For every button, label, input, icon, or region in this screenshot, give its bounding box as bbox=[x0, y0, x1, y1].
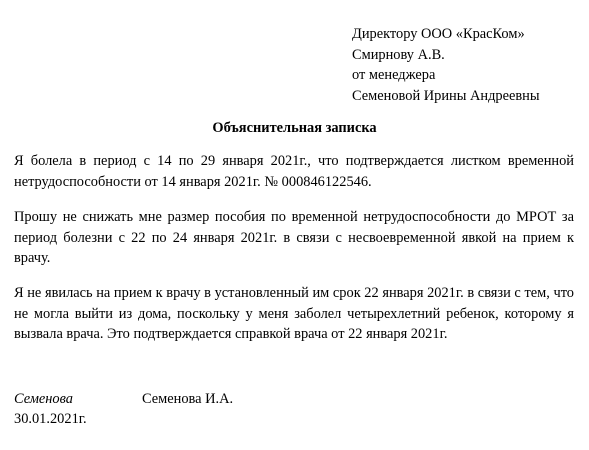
sender-position: от менеджера bbox=[352, 67, 436, 83]
handwritten-signature: Семенова bbox=[14, 391, 73, 407]
addressee-position: Директору ООО «КрасКом» bbox=[352, 26, 525, 42]
paragraph-explanation: Я не явилась на прием к врачу в установленный им срок 22 января 2021г. в связи с тем, что не могла выйти из дома, поскольку у меня заболел четырехлетний ребенок, которому я вызвала врача. Это подтверждается справкой врача от 22 января 2021г. bbox=[14, 285, 574, 342]
paragraph-request: Прошу не снижать мне размер пособия по временной нетрудоспособности до МРОТ за период болезни с 22 по 24 января 2021г. в связи с несвоевременной явкой на прием к врачу. bbox=[14, 209, 574, 266]
paragraph-sick-leave: Я болела в период с 14 по 29 января 2021г., что подтверждается листком временной нетрудоспособности от 14 января 2021г. № 000846122546. bbox=[14, 153, 574, 190]
signatory-name: Семенова И.А. bbox=[142, 391, 234, 407]
signature-date: 30.01.2021г. bbox=[14, 411, 87, 427]
addressee-name: Смирнову А.В. bbox=[352, 46, 445, 63]
addressee-block bbox=[352, 24, 540, 106]
document-title: Объяснительная записка bbox=[212, 120, 377, 136]
sender-name: Семеновой Ирины Андреевны bbox=[352, 87, 540, 104]
